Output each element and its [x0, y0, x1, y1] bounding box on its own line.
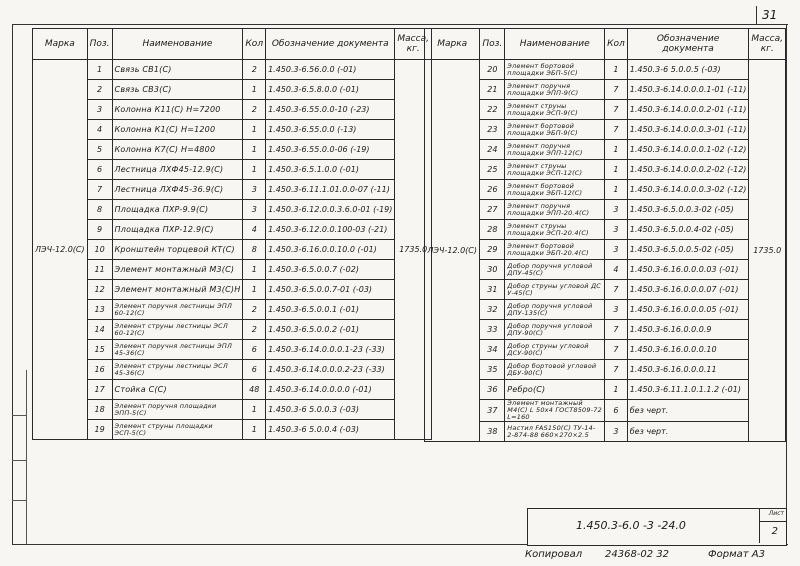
doc-cell: 1.450.3-6.16.0.0.0.11	[627, 360, 749, 380]
header-doc: Обозначение документа	[266, 29, 395, 60]
pos-cell: 25	[480, 160, 505, 180]
page-number: 31	[762, 8, 778, 22]
pos-cell: 15	[87, 340, 112, 360]
kol-cell: 1	[243, 280, 266, 300]
kol-cell: 6	[243, 340, 266, 360]
pos-cell: 10	[87, 240, 112, 260]
doc-cell: 1.450.3-6.11.1.01.0.0-07 (-11)	[266, 180, 395, 200]
name-cell: Элемент струны площадки ЭСП-5(С)	[112, 420, 243, 440]
kol-cell: 4	[605, 260, 628, 280]
pos-cell: 23	[480, 120, 505, 140]
sheet-number: 2	[771, 526, 778, 537]
specification-table-left	[32, 28, 432, 440]
table-row	[33, 360, 432, 380]
doc-cell: 1.450.3-6.16.0.0.10.0 (-01)	[266, 240, 395, 260]
kol-cell: 1	[605, 180, 628, 200]
name-cell: Элемент струны площадки ЭСП-9(С)	[505, 100, 605, 120]
sheet-cell	[759, 509, 786, 543]
doc-cell: 1.450.3-6.16.0.0.0.03 (-01)	[627, 260, 749, 280]
doc-cell: 1.450.3-6.14.0.0.0.3-01 (-11)	[627, 120, 749, 140]
kol-cell: 7	[605, 280, 628, 300]
table-row	[33, 340, 432, 360]
table-header-row	[33, 29, 432, 60]
table-row	[33, 100, 432, 120]
kol-cell: 7	[605, 80, 628, 100]
name-cell: Элемент струны площадки ЭСП-12(С)	[505, 160, 605, 180]
title-block-stamp	[527, 508, 787, 546]
name-cell: Элемент монтажный М3(С)Н	[112, 280, 243, 300]
header-pos: Поз.	[87, 29, 112, 60]
pos-cell: 29	[480, 240, 505, 260]
kol-cell: 2	[243, 60, 266, 80]
pos-cell: 6	[87, 160, 112, 180]
footer-copied: Копировал	[525, 549, 583, 560]
name-cell: Добор поручня угловой ДПУ-45(С)	[505, 260, 605, 280]
pos-cell: 4	[87, 120, 112, 140]
massa-cell: 1735.0	[395, 60, 432, 440]
doc-cell: 1.450.3-6.56.0.0 (-01)	[266, 60, 395, 80]
binding-margin-strip	[12, 370, 27, 544]
name-cell: Связь СВ3(С)	[112, 80, 243, 100]
kol-cell: 1	[243, 140, 266, 160]
doc-cell: 1.450.3-6.5.0.0.4-02 (-05)	[627, 220, 749, 240]
pos-cell: 7	[87, 180, 112, 200]
kol-cell: 1	[243, 400, 266, 420]
table-row	[33, 380, 432, 400]
table-row	[33, 300, 432, 320]
table-row	[33, 420, 432, 440]
pos-cell: 20	[480, 60, 505, 80]
kol-cell: 3	[605, 220, 628, 240]
pos-cell: 36	[480, 380, 505, 400]
document-code: 1.450.3-6.0 -3 -24.0	[576, 519, 686, 532]
pos-cell: 16	[87, 360, 112, 380]
kol-cell: 7	[605, 120, 628, 140]
name-cell: Лестница ЛХФ45-36.9(С)	[112, 180, 243, 200]
doc-cell: 1.450.3-6.16.0.0.0.10	[627, 340, 749, 360]
pos-cell: 9	[87, 220, 112, 240]
table-body-left	[33, 60, 432, 440]
table-row	[33, 400, 432, 420]
kol-cell: 1	[243, 260, 266, 280]
kol-cell: 3	[605, 240, 628, 260]
pos-cell: 11	[87, 260, 112, 280]
header-marka: Марка	[425, 29, 480, 60]
name-cell: Элемент бортовой площадки ЭБП-5(С)	[505, 60, 605, 80]
kol-cell: 7	[605, 360, 628, 380]
table-row	[33, 240, 432, 260]
name-cell: Элемент поручня площадки ЭПП-12(С)	[505, 140, 605, 160]
pos-cell: 34	[480, 340, 505, 360]
name-cell: Связь СВ1(С)	[112, 60, 243, 80]
name-cell: Добор бортовой угловой ДБУ-90(С)	[505, 360, 605, 380]
name-cell: Добор струны угловой ДСУ-90(С)	[505, 340, 605, 360]
name-cell: Элемент поручня площадки ЭПП-9(С)	[505, 80, 605, 100]
doc-cell: 1.450.3-6.5.0.0.5-02 (-05)	[627, 240, 749, 260]
name-cell: Кронштейн торцевой КТ(С)	[112, 240, 243, 260]
header-name: Наименование	[112, 29, 243, 60]
table-row	[33, 220, 432, 240]
header-kol: Кол	[243, 29, 266, 60]
doc-cell: 1.450.3-6.16.0.0.0.07 (-01)	[627, 280, 749, 300]
kol-cell: 6	[243, 360, 266, 380]
pos-cell: 30	[480, 260, 505, 280]
frame-top-line	[12, 24, 788, 25]
kol-cell: 3	[605, 422, 628, 442]
table-row	[33, 260, 432, 280]
footer-order: 24368-02 32	[605, 549, 670, 560]
doc-cell: 1.450.3-6.5.8.0.0 (-01)	[266, 80, 395, 100]
pos-cell: 5	[87, 140, 112, 160]
doc-cell: 1.450.3-6.14.0.0.0.1-02 (-12)	[627, 140, 749, 160]
doc-cell: 1.450.3-6.16.0.0.0.05 (-01)	[627, 300, 749, 320]
name-cell: Элемент бортовой площадки ЭБП-20.4(С)	[505, 240, 605, 260]
header-marka: Марка	[33, 29, 88, 60]
doc-cell: без черт.	[627, 400, 749, 422]
pos-cell: 37	[480, 400, 505, 422]
kol-cell: 8	[243, 240, 266, 260]
marka-cell: ЛЭЧ-12.0(С)	[425, 60, 480, 442]
doc-cell: 1.450.3-6.14.0.0.0.1-01 (-11)	[627, 80, 749, 100]
pos-cell: 18	[87, 400, 112, 420]
name-cell: Элемент монтажный М3(С)	[112, 260, 243, 280]
pos-cell: 27	[480, 200, 505, 220]
table-row	[33, 60, 432, 80]
name-cell: Элемент бортовой площадки ЭБП-9(С)	[505, 120, 605, 140]
pos-cell: 28	[480, 220, 505, 240]
kol-cell: 1	[243, 80, 266, 100]
doc-cell: 1.450.3-6.55.0.0-10 (-23)	[266, 100, 395, 120]
table-row	[33, 140, 432, 160]
kol-cell: 6	[605, 400, 628, 422]
doc-cell: 1.450.3-6.12.0.0.100-03 (-21)	[266, 220, 395, 240]
massa-cell: 1735.0	[749, 60, 786, 442]
doc-cell: 1.450.3-6.14.0.0.0.2-02 (-12)	[627, 160, 749, 180]
name-cell: Добор поручня угловой ДПУ-90(С)	[505, 320, 605, 340]
kol-cell: 3	[605, 300, 628, 320]
pos-cell: 24	[480, 140, 505, 160]
marka-cell: ЛЭЧ-12.0(С)	[33, 60, 88, 440]
binding-margin-divider	[12, 500, 26, 501]
pos-cell: 12	[87, 280, 112, 300]
name-cell: Элемент монтажный М4(С) L 50х4 ГОСТ8509-72 L=160	[505, 400, 605, 422]
table-header-row	[425, 29, 786, 60]
name-cell: Настил FAS150(С) ТУ-14-2-874-88 660×270×2.5	[505, 422, 605, 442]
sheet-label: Лист	[768, 510, 784, 517]
doc-cell: 1.450.3-6.14.0.0.0.2-23 (-33)	[266, 360, 395, 380]
table-body-right	[425, 60, 786, 442]
doc-cell: 1.450.3-6.5.0.0.2 (-01)	[266, 320, 395, 340]
name-cell: Колонна К1(С) Н=1200	[112, 120, 243, 140]
doc-cell: 1.450.3-6.5.1.0.0 (-01)	[266, 160, 395, 180]
name-cell: Элемент поручня лестницы ЭПЛ 60-12(С)	[112, 300, 243, 320]
kol-cell: 7	[605, 340, 628, 360]
footer-format: Формат А3	[708, 549, 765, 560]
table-row	[33, 200, 432, 220]
name-cell: Колонна К7(С) Н=4800	[112, 140, 243, 160]
header-pos: Поз.	[480, 29, 505, 60]
kol-cell: 4	[243, 220, 266, 240]
name-cell: Элемент поручня площадки ЭПП-5(С)	[112, 400, 243, 420]
pos-cell: 8	[87, 200, 112, 220]
kol-cell: 2	[243, 300, 266, 320]
sheet-divider	[760, 521, 786, 522]
frame-right-line	[786, 24, 787, 544]
header-kol: Кол	[605, 29, 628, 60]
name-cell: Лестница ЛХФ45-12.9(С)	[112, 160, 243, 180]
pos-cell: 2	[87, 80, 112, 100]
pos-cell: 1	[87, 60, 112, 80]
kol-cell: 2	[243, 320, 266, 340]
kol-cell: 3	[243, 200, 266, 220]
pos-cell: 32	[480, 300, 505, 320]
kol-cell: 1	[243, 120, 266, 140]
doc-cell: 1.450.3-6.5.0.0.7 (-02)	[266, 260, 395, 280]
kol-cell: 1	[605, 60, 628, 80]
doc-cell: 1.450.3-6.14.0.0.0.3-02 (-12)	[627, 180, 749, 200]
doc-cell: 1.450.3-6 5.0.0.3 (-03)	[266, 400, 395, 420]
name-cell: Колонна К11(С) Н=7200	[112, 100, 243, 120]
pos-cell: 33	[480, 320, 505, 340]
doc-cell: 1.450.3-6.16.0.0.0.9	[627, 320, 749, 340]
pos-cell: 21	[480, 80, 505, 100]
doc-cell: 1.450.3-6.55.0.0-06 (-19)	[266, 140, 395, 160]
name-cell: Элемент струны площадки ЭСП-20.4(С)	[505, 220, 605, 240]
doc-cell: 1.450.3-6.5.0.0.7-01 (-03)	[266, 280, 395, 300]
kol-cell: 1	[605, 380, 628, 400]
kol-cell: 48	[243, 380, 266, 400]
table-row	[33, 80, 432, 100]
name-cell: Площадка ПХР-9.9(С)	[112, 200, 243, 220]
table-row	[425, 60, 786, 80]
name-cell: Элемент бортовой площадки ЭБП-12(С)	[505, 180, 605, 200]
table-row	[33, 320, 432, 340]
doc-cell: 1.450.3-6.12.0.0.3.6.0-01 (-19)	[266, 200, 395, 220]
doc-cell: без черт.	[627, 422, 749, 442]
kol-cell: 3	[243, 180, 266, 200]
doc-cell: 1.450.3-6 5.0.0.4 (-03)	[266, 420, 395, 440]
table-row	[33, 180, 432, 200]
kol-cell: 1	[605, 160, 628, 180]
pos-cell: 14	[87, 320, 112, 340]
kol-cell: 3	[605, 200, 628, 220]
name-cell: Элемент поручня площадки ЭПП-20.4(С)	[505, 200, 605, 220]
pos-cell: 3	[87, 100, 112, 120]
kol-cell: 7	[605, 100, 628, 120]
binding-margin-divider	[12, 460, 26, 461]
pos-cell: 35	[480, 360, 505, 380]
name-cell: Площадка ПХР-12.9(С)	[112, 220, 243, 240]
name-cell: Стойка С(С)	[112, 380, 243, 400]
doc-cell: 1.450.3-6.5.0.0.3-02 (-05)	[627, 200, 749, 220]
doc-cell: 1.450.3-6.55.0.0 (-13)	[266, 120, 395, 140]
name-cell: Добор поручня угловой ДПУ-135(С)	[505, 300, 605, 320]
pos-cell: 31	[480, 280, 505, 300]
pos-cell: 26	[480, 180, 505, 200]
pos-cell: 38	[480, 422, 505, 442]
pos-cell: 17	[87, 380, 112, 400]
pos-cell: 22	[480, 100, 505, 120]
doc-cell: 1.450.3-6.5.0.0.1 (-01)	[266, 300, 395, 320]
table-row	[33, 160, 432, 180]
kol-cell: 1	[605, 140, 628, 160]
doc-cell: 1.450.3-6.14.0.0.0.2-01 (-11)	[627, 100, 749, 120]
binding-margin-divider	[12, 415, 26, 416]
name-cell: Элемент струны лестницы ЭСЛ 60-12(С)	[112, 320, 243, 340]
table-row	[33, 120, 432, 140]
kol-cell: 2	[243, 100, 266, 120]
pos-cell: 13	[87, 300, 112, 320]
header-massa: Масса, кг.	[395, 29, 432, 60]
name-cell: Элемент поручня лестницы ЭПЛ 45-36(С)	[112, 340, 243, 360]
header-name: Наименование	[505, 29, 605, 60]
kol-cell: 7	[605, 320, 628, 340]
table-row	[33, 280, 432, 300]
kol-cell: 1	[243, 160, 266, 180]
doc-cell: 1.450.3-6 5.0.0.5 (-03)	[627, 60, 749, 80]
doc-cell: 1.450.3-6.11.1.0.1.1.2 (-01)	[627, 380, 749, 400]
header-massa: Масса, кг.	[749, 29, 786, 60]
name-cell: Элемент струны лестницы ЭСЛ 45-36(С)	[112, 360, 243, 380]
kol-cell: 1	[243, 420, 266, 440]
doc-cell: 1.450.3-6.14.0.0.0.0 (-01)	[266, 380, 395, 400]
specification-table-right	[424, 28, 786, 442]
doc-cell: 1.450.3-6.14.0.0.0.1-23 (-33)	[266, 340, 395, 360]
pos-cell: 19	[87, 420, 112, 440]
name-cell: Ребро(С)	[505, 380, 605, 400]
header-doc: Обозначение документа	[627, 29, 749, 60]
name-cell: Добор струны угловой ДС У-45(С)	[505, 280, 605, 300]
